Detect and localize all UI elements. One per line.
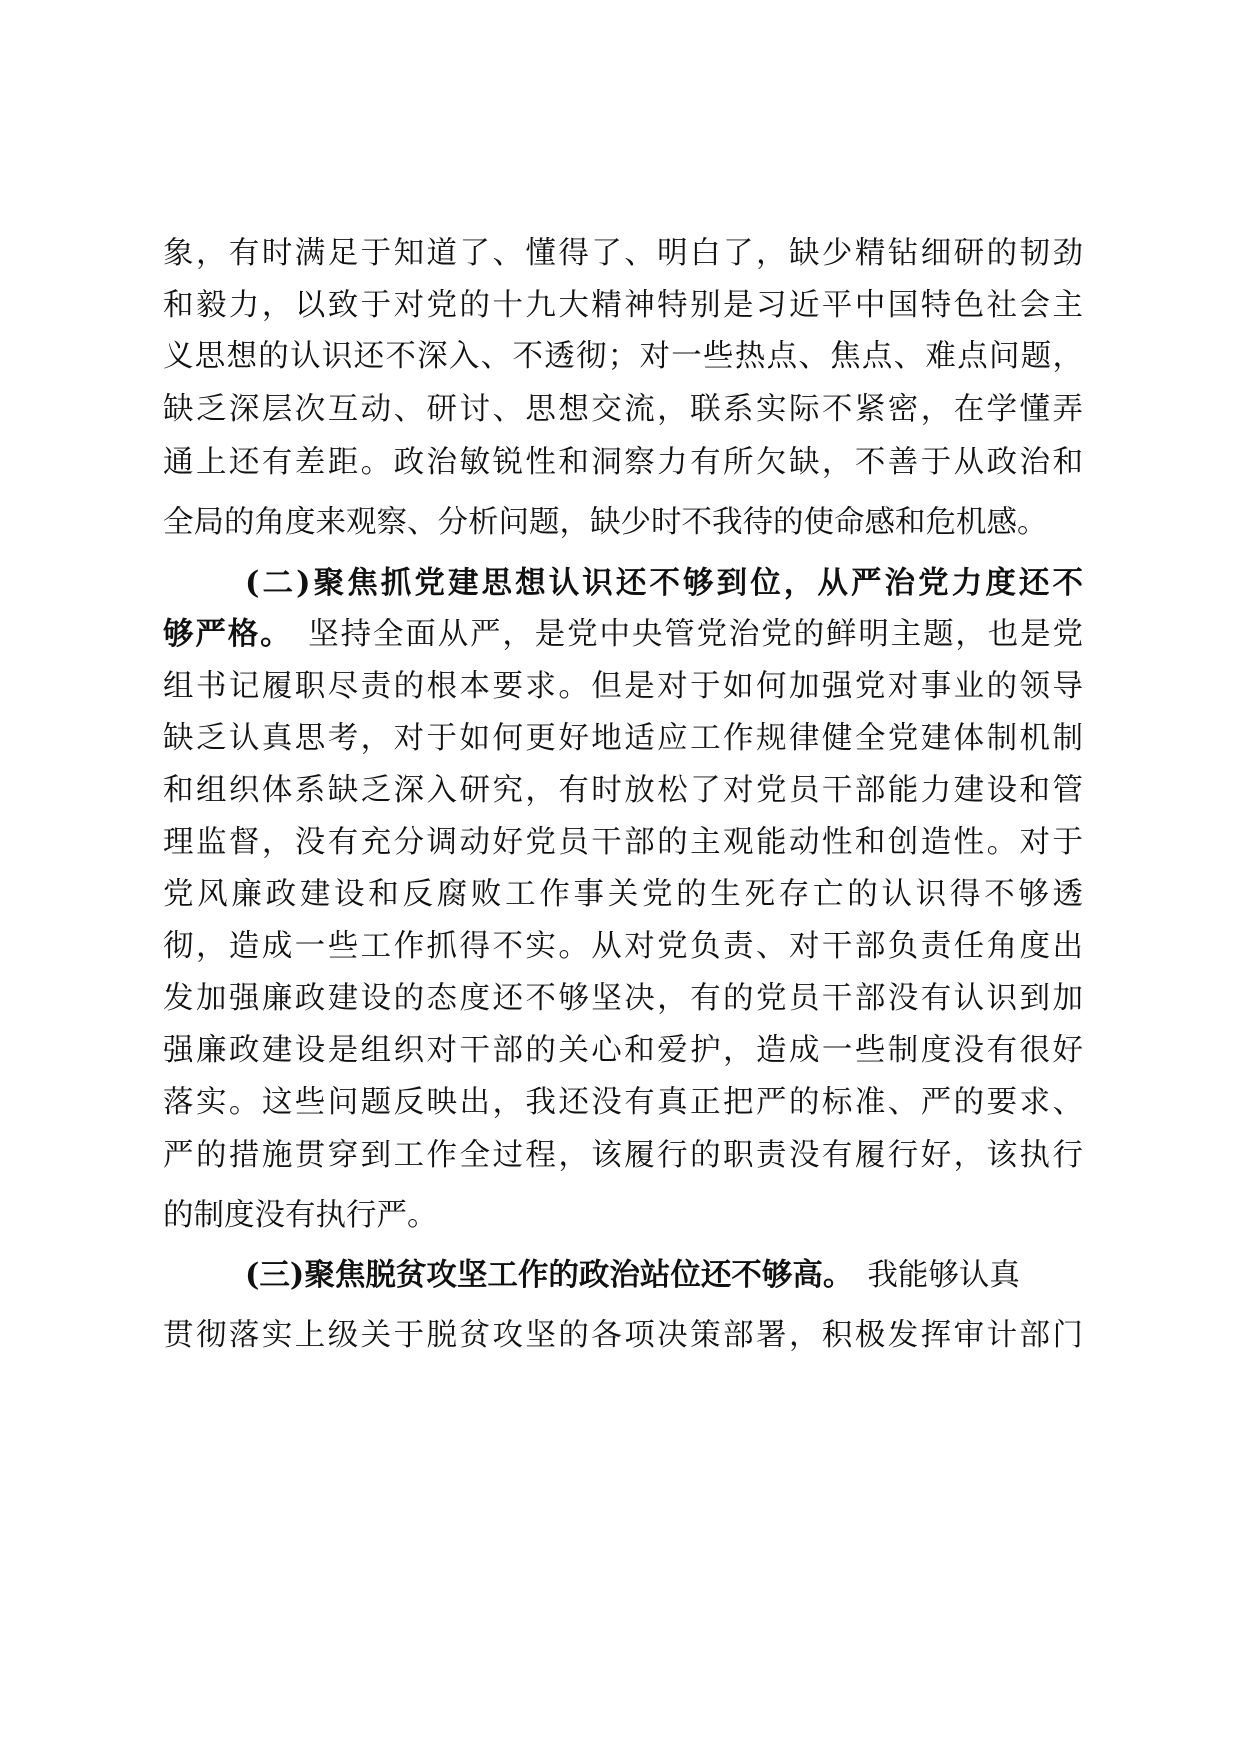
text-line: 组书记履职尽责的根本要求。但是对于如何加强党对事业的领导 xyxy=(163,669,1083,704)
text-line: 理监督，没有充分调动好党员干部的主观能动性和创造性。对于 xyxy=(163,825,1083,860)
section-heading-end: 够严格。 xyxy=(163,616,293,652)
text-line: 通上还有差距。政治敏锐性和洞察力有所欠缺，不善于从政治和 xyxy=(163,445,1083,480)
text-line: 和组织体系缺乏深入研究，有时放松了对党员干部能力建设和管 xyxy=(163,773,1083,808)
section-heading-continued xyxy=(163,608,1083,660)
text-line: 义思想的认识还不深入、不透彻；对一些热点、焦点、难点问题， xyxy=(163,339,1083,374)
text-line: 的制度没有执行严。 xyxy=(163,1198,438,1233)
section-heading: (二)聚焦抓党建思想认识还不够到位，从严治党力度还不 xyxy=(245,565,1083,601)
text-line: 严的措施贯穿到工作全过程，该履行的职责没有履行好，该执行 xyxy=(163,1138,1083,1173)
section-heading: (三)聚焦脱贫攻坚工作的政治站位还不够高。 xyxy=(245,1257,854,1293)
text-line: 发加强廉政建设的态度还不够坚决，有的党员干部没有认识到加 xyxy=(163,981,1083,1016)
text-line: 缺乏认真思考，对于如何更好地适应工作规律健全党建体制机制 xyxy=(163,721,1083,756)
text-line: 贯彻落实上级关于脱贫攻坚的各项决策部署，积极发挥审计部门 xyxy=(163,1318,1083,1353)
text-line: 和毅力，以致于对党的十九大精神特别是习近平中国特色社会主 xyxy=(163,288,1083,323)
text-line: 强廉政建设是组织对干部的关心和爱护，造成一些制度没有很好 xyxy=(163,1033,1083,1068)
text-segment: 坚持全面从严，是党中央管党治党的鲜明主题，也是党 xyxy=(306,617,1084,652)
text-line: 落实。这些问题反映出，我还没有真正把严的标准、严的要求、 xyxy=(163,1085,1083,1120)
text-line: 党风廉政建设和反腐败工作事关党的生死存亡的认识得不够透 xyxy=(163,877,1083,912)
text-line: 全局的角度来观察、分析问题，缺少时不我待的使命感和危机感。 xyxy=(163,505,1048,540)
section-heading-line xyxy=(245,1249,1083,1301)
text-line: 缺乏深层次互动、研讨、思想交流，联系实际不紧密，在学懂弄 xyxy=(163,392,1083,427)
text-segment: 我能够认真 xyxy=(867,1258,1020,1293)
text-line: 象，有时满足于知道了、懂得了、明白了，缺少精钻细研的韧劲 xyxy=(163,236,1083,271)
text-line: 彻，造成一些工作抓得不实。从对党负责、对干部负责任角度出 xyxy=(163,929,1083,964)
